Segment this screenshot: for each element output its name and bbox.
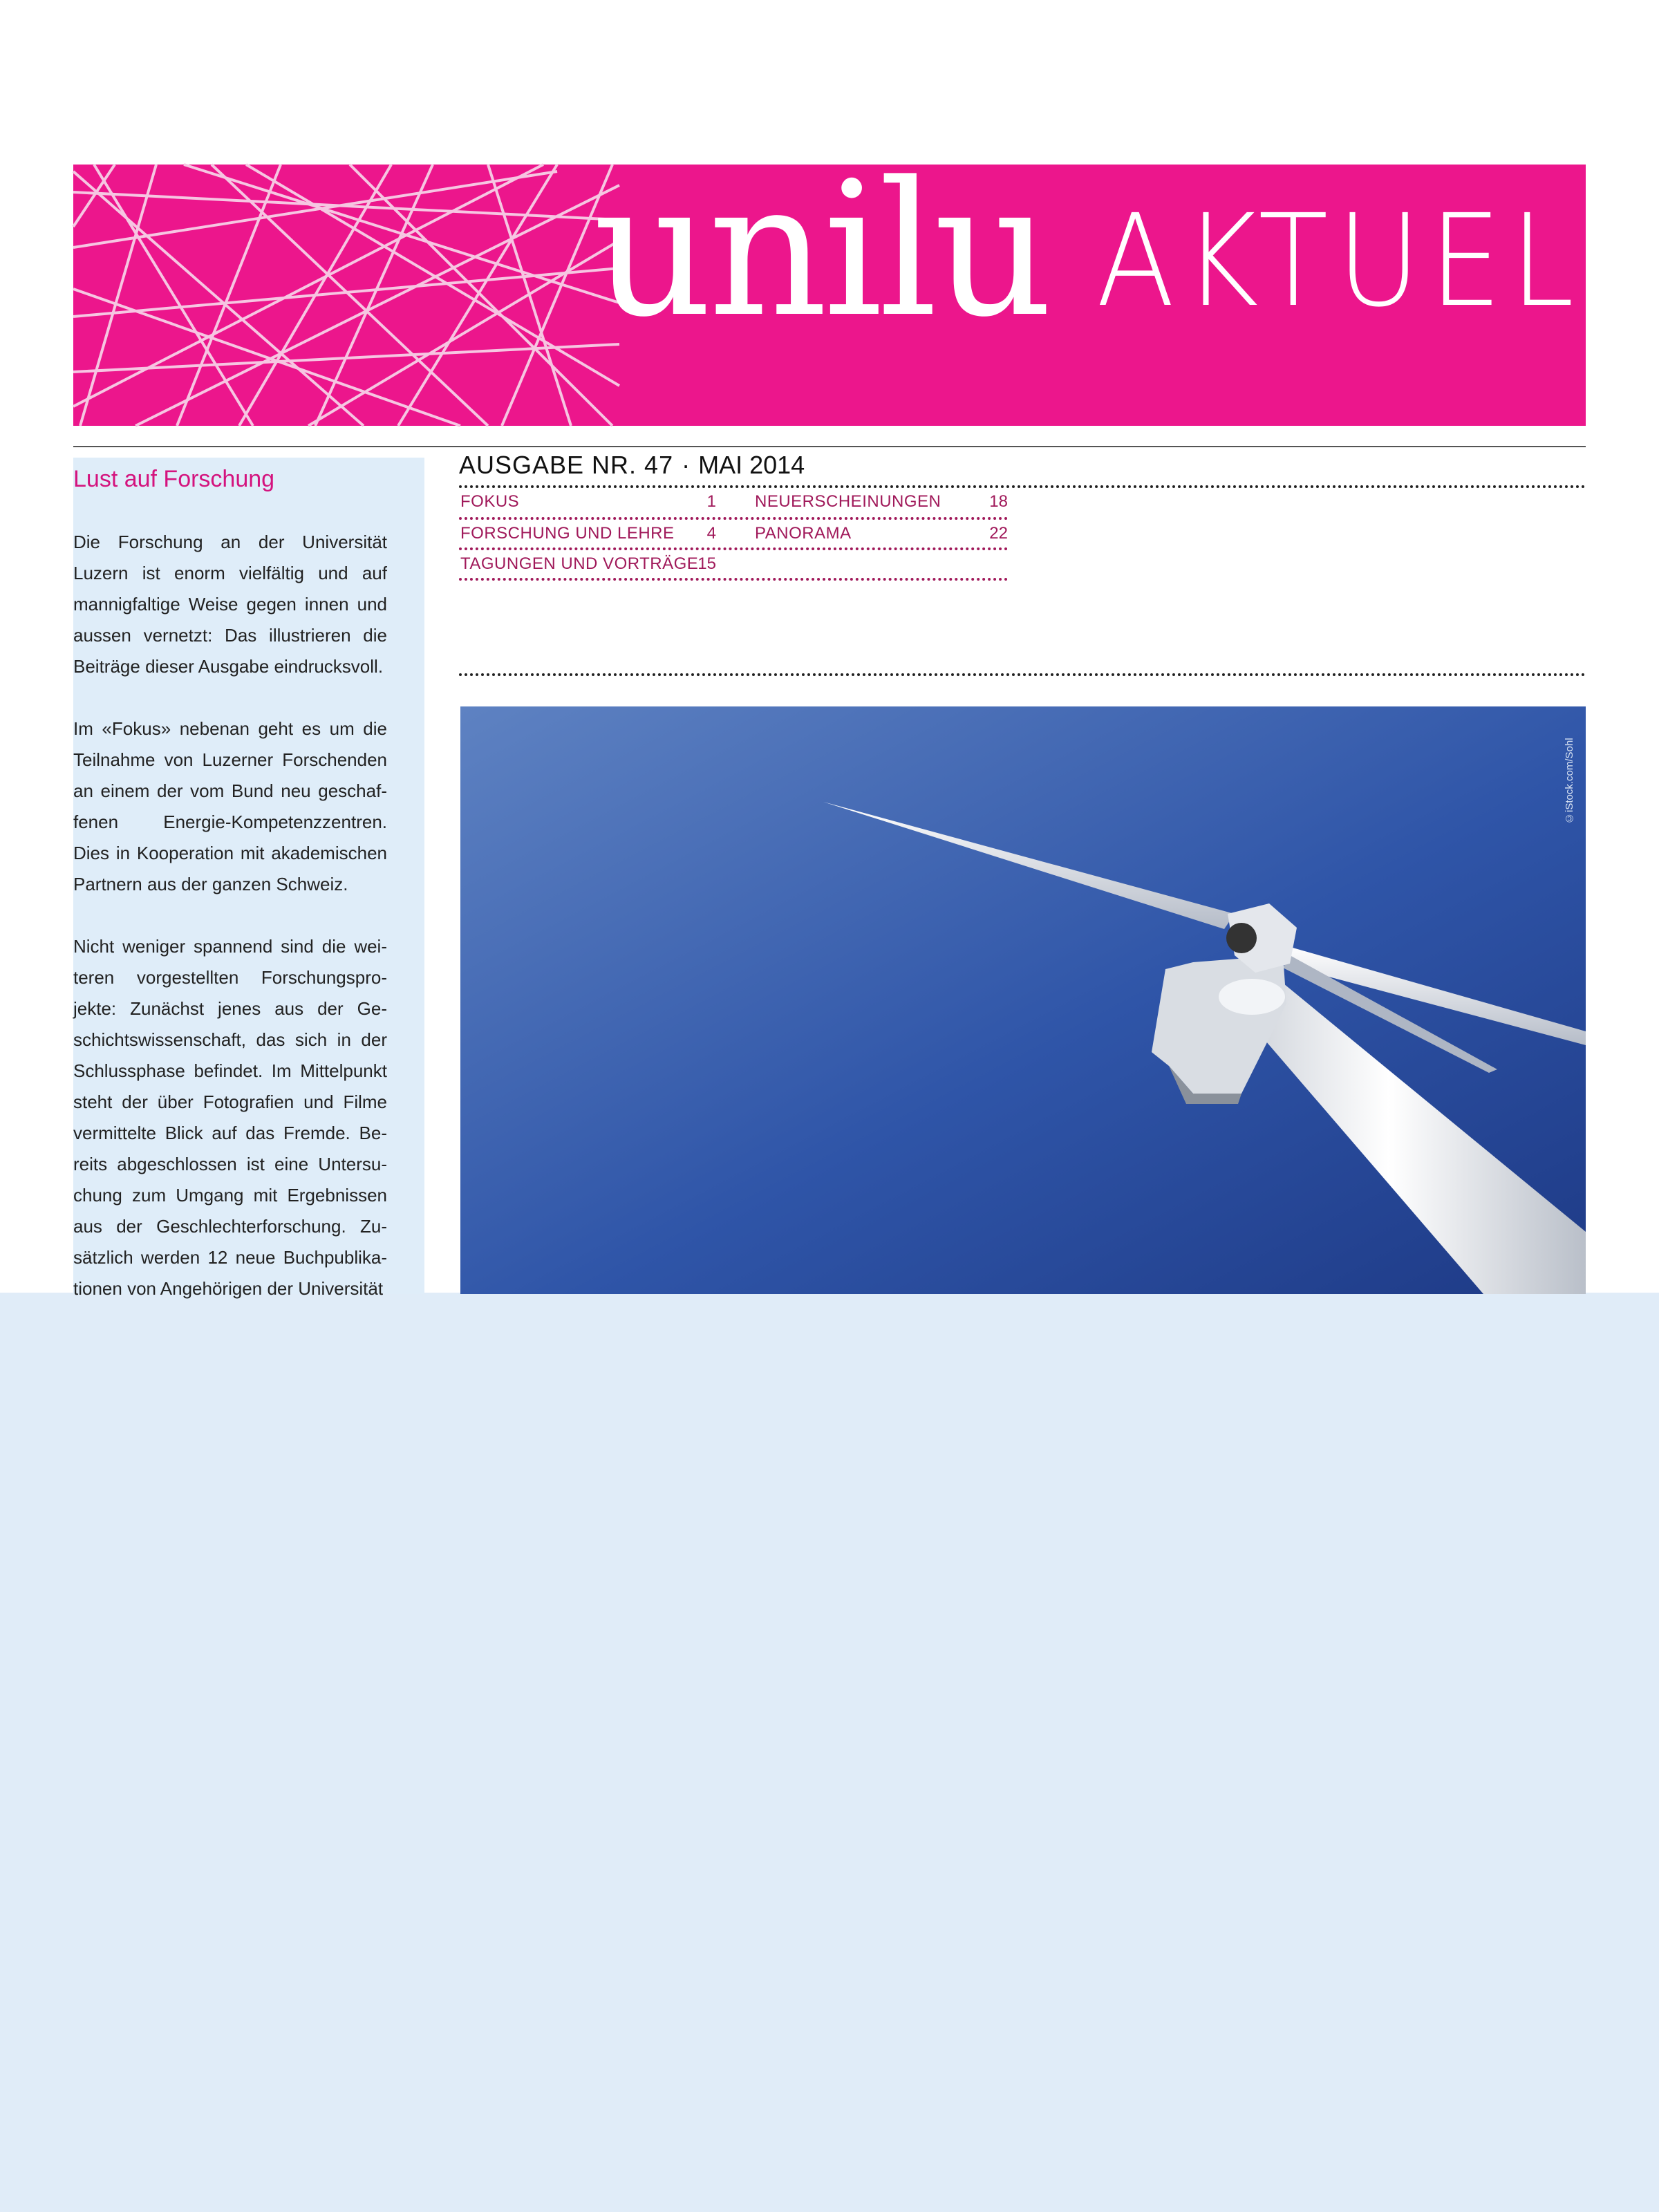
photo-credit: ©iStock.com/Sohl: [1564, 738, 1575, 824]
toc-item-neuerscheinungen[interactable]: NEUERSCHEINUNGEN: [755, 492, 941, 511]
issue-separator: ·: [682, 451, 691, 479]
editorial-body: [73, 527, 387, 1335]
issue-number: AUSGABE NR. 47: [459, 451, 674, 479]
wind-turbine-photo: [460, 706, 1586, 1294]
toc-page-number: 18: [989, 492, 1008, 511]
toc-row-divider: [459, 578, 1008, 581]
logo-unilu: unilu: [593, 142, 1049, 358]
toc-item-tagungen-und-vortraege[interactable]: TAGUNGEN UND VORTRÄGE: [460, 554, 699, 573]
issue-date: MAI 2014: [698, 451, 805, 479]
issue-line: [459, 451, 805, 480]
section-divider: [459, 673, 1586, 676]
toc-page-number: 4: [706, 524, 716, 543]
toc-page-number: 22: [989, 524, 1008, 543]
line-pattern-graphic: [73, 165, 619, 426]
editorial-paragraph: Die Forschung an der Universität Luzern ist enorm vielfältig und auf mannigfaltige Weise gegen innen und aussen vernetzt: Das illustrieren die Beiträge dieser Ausgabe eindrucksvoll.: [73, 532, 387, 677]
editorial-paragraph: Nicht weniger spannend sind die wei-teren vorgestellten Forschungspro-jekte: Zunächst jenes aus der Ge-schichtswissenschaft, das sich in der Schlussphase befindet. Im Mittelpunkt steht der über Fotografien und Filme vermittelte Blick auf das Fremde. Be-reits abgeschlossen ist eine Untersu-chung zum Umgang mit Ergebnissen aus der Geschlechterforschung. Zu-sätzlich werden 12 neue Buchpublika-tionen von Angehörigen der Universität: [73, 936, 387, 1299]
header-divider: [73, 446, 1586, 447]
toc-item-panorama[interactable]: PANORAMA: [755, 524, 852, 543]
toc-page-number: 15: [697, 554, 716, 573]
toc-page-number: 1: [706, 492, 716, 511]
editorial-paragraph: Im «Fokus» nebenan geht es um die Teilnahme von Luzerner Forschenden an einem der vom Bund neu geschaf-fenen Energie-Kompetenzzentren. Dies in Kooperation mit akademischen Partnern aus der ganzen Schweiz.: [73, 718, 387, 894]
toc-item-fokus[interactable]: FOKUS: [460, 492, 520, 511]
toc-row-divider: [459, 517, 1008, 520]
editorial-sidebar: [73, 458, 424, 1299]
editorial-title: Lust auf Forschung: [73, 466, 275, 492]
toc-item-forschung-und-lehre[interactable]: FORSCHUNG UND LEHRE: [460, 524, 675, 543]
toc-row-divider: [459, 547, 1008, 550]
masthead-banner: [73, 142, 1656, 426]
logo-aktuell: AKTUELL: [1096, 187, 1656, 335]
toc-divider: [459, 485, 1586, 488]
